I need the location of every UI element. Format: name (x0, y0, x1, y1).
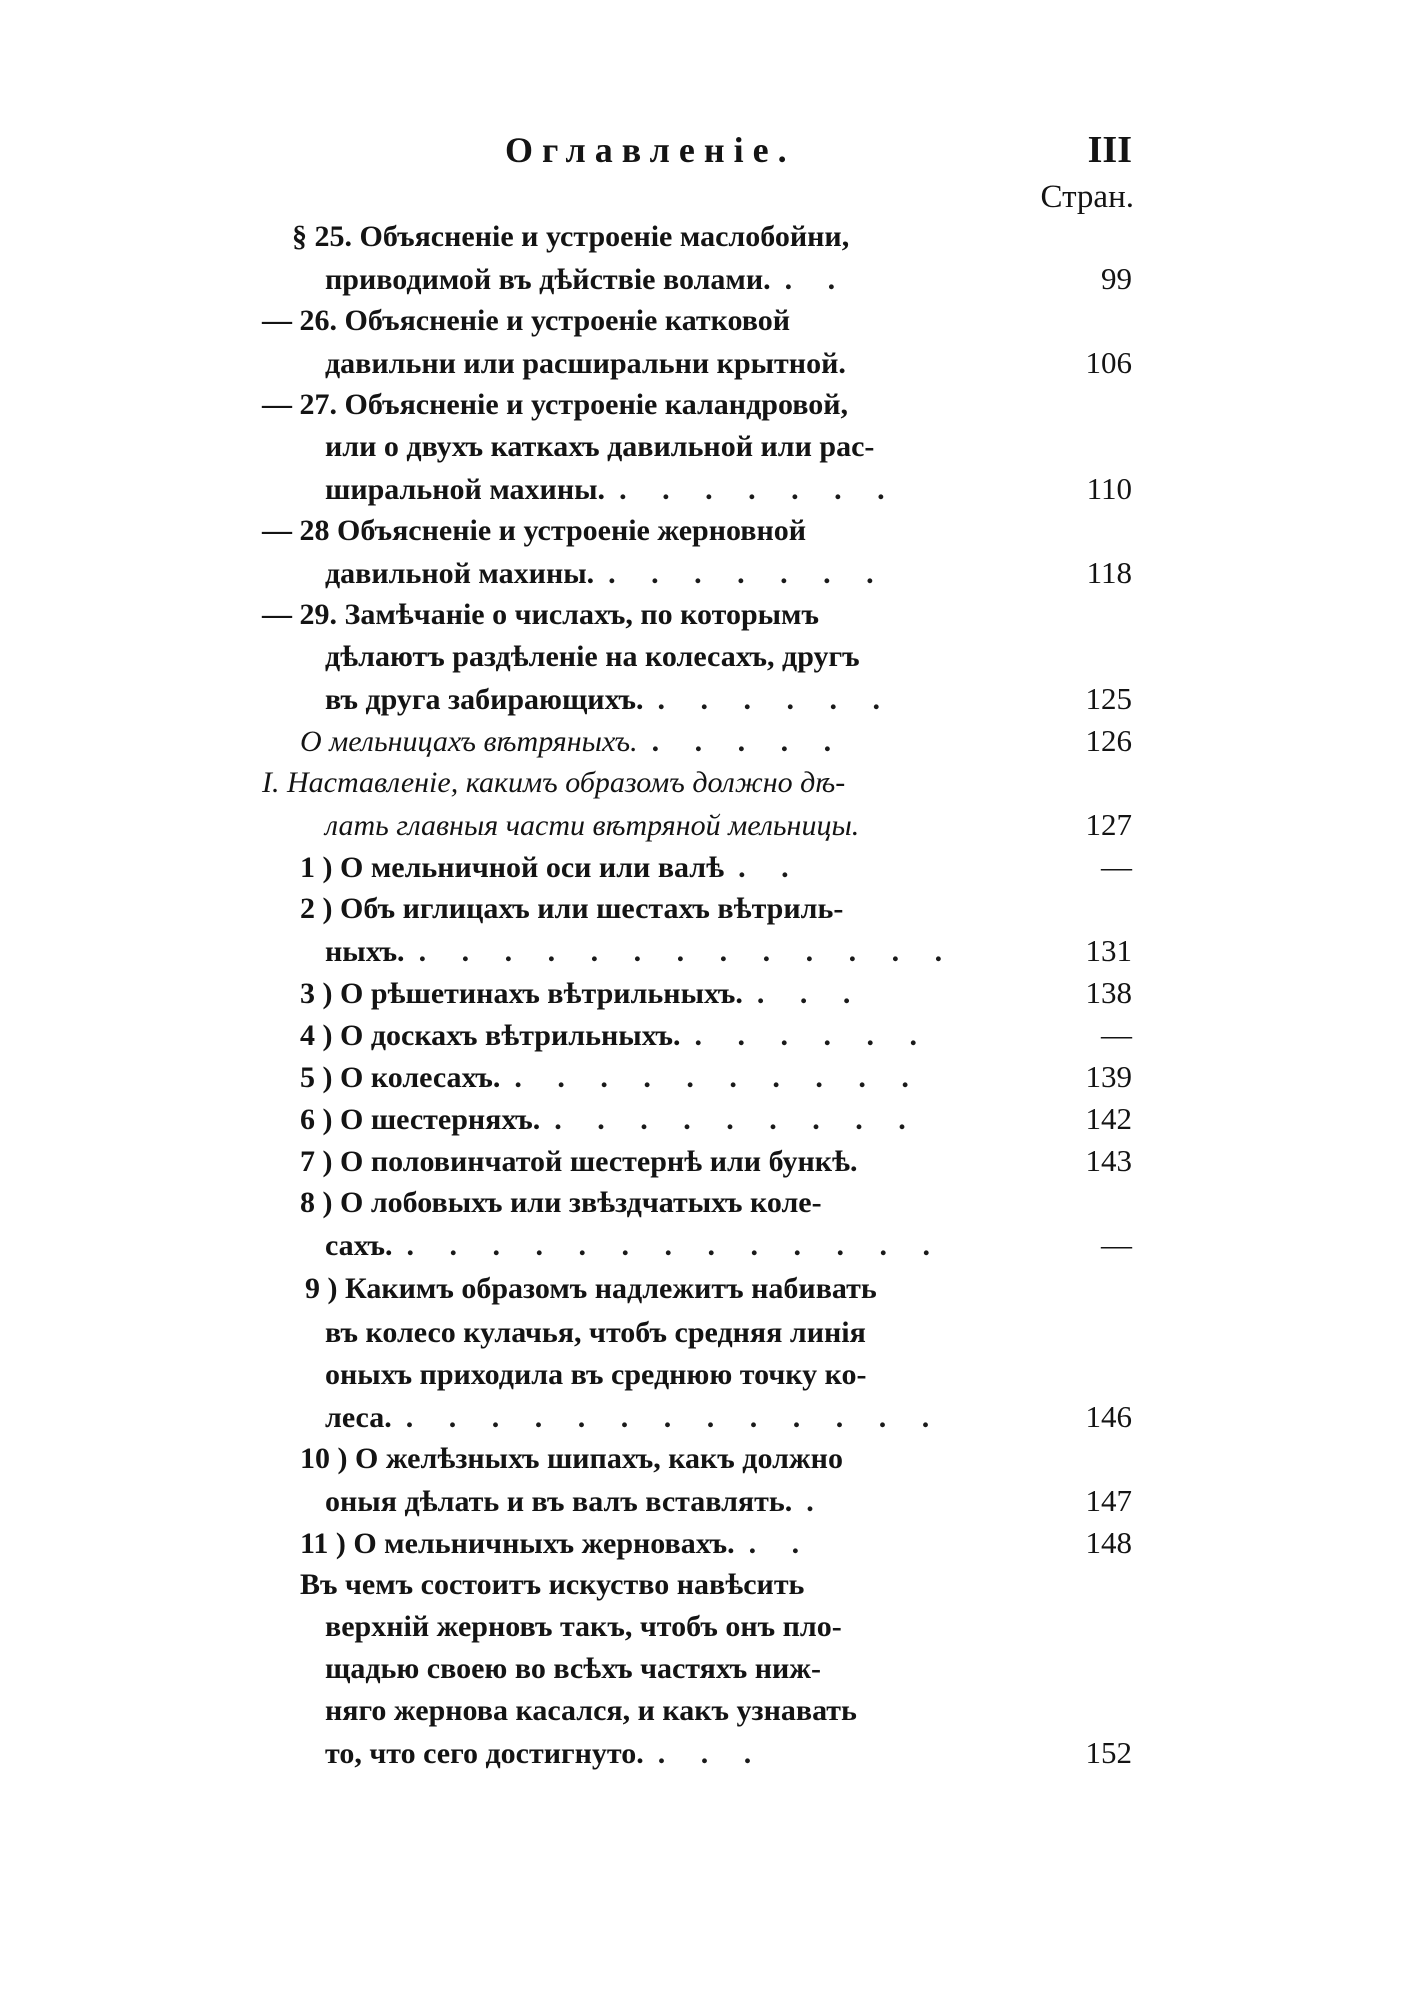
toc-page-number: 147 (1085, 1483, 1132, 1518)
toc-entry-text: оныхъ приходила въ среднюю точку ко- (325, 1358, 867, 1391)
toc-line (325, 804, 1132, 846)
toc-line (300, 1140, 1132, 1182)
toc-line (300, 888, 1132, 930)
toc-entry-text: — 29. Замѣчанiе о числахъ, по которымъ (262, 598, 819, 631)
toc-entry-text: въ колесо кулачья, чтобъ средняя линiя (325, 1316, 866, 1349)
toc-entry-text: § 25. Объясненiе и устроенiе маслобойни, (292, 220, 850, 253)
toc-entry-text: няго жернова касался, и какъ узнавать (325, 1694, 857, 1727)
toc-page-number: 131 (1085, 933, 1132, 968)
toc-page-number: — (1101, 849, 1132, 884)
toc-line (300, 1056, 1132, 1098)
toc-entry-text: 3 ) О рѣшетинахъ вѣтрильныхъ. (300, 977, 743, 1010)
toc-entry-text: 1 ) О мельничной оси или валѣ (300, 851, 725, 884)
toc-line (325, 1312, 1132, 1354)
toc-page-number: 148 (1085, 1525, 1132, 1560)
toc-page-number: 142 (1085, 1101, 1132, 1136)
toc-entry-text: ширальной махины. (325, 473, 606, 506)
toc-line (305, 1268, 1132, 1310)
toc-page-number: — (1101, 1227, 1132, 1262)
toc-entry-text: то, что сего достигнуто. (325, 1737, 644, 1770)
toc-page-number: 125 (1085, 681, 1132, 716)
toc-entry-text: 8 ) О лобовыхъ или звѣздчатыхъ коле- (300, 1186, 822, 1219)
toc-entry-text: 11 ) О мельничныхъ жерновахъ. (300, 1527, 735, 1560)
toc-entry-text: щадью своею во всѣхъ частяхъ ниж- (325, 1652, 822, 1685)
toc-line (325, 258, 1132, 300)
toc-leader-dots: . . . (756, 977, 865, 1010)
toc-line (325, 342, 1132, 384)
toc-entry-text: въ друга забирающихъ. (325, 683, 644, 716)
toc-entry-text: 4 ) О доскахъ вѣтрильныхъ. (300, 1019, 681, 1052)
toc-entry-text: — 26. Объясненiе и устроенiе катковой (262, 304, 791, 337)
page-folio: III (1087, 129, 1132, 171)
toc-leader-dots: . . . . . . . . . . . . . (418, 935, 957, 968)
toc-leader-dots: . . . . . . . . . . . . . (405, 1401, 944, 1434)
toc-entry-text: — 28 Объясненiе и устроенiе жерновной (262, 514, 807, 547)
toc-page-number: 99 (1101, 261, 1132, 296)
toc-page-number: 126 (1085, 723, 1132, 758)
toc-entry-text: 10 ) О желѣзныхъ шипахъ, какъ должно (300, 1442, 843, 1475)
toc-line (325, 552, 1132, 594)
toc-line (300, 1014, 1132, 1056)
toc-leader-dots: . . . . . . . (619, 473, 899, 506)
toc-line (300, 1564, 1132, 1606)
toc-line (300, 1098, 1132, 1140)
toc-entry-text: О мельницахъ вѣтряныхъ. (300, 725, 638, 758)
running-head (0, 124, 1404, 176)
toc-line (325, 930, 1132, 972)
toc-page-number: 110 (1086, 471, 1132, 506)
toc-leader-dots: . . . (657, 1737, 766, 1770)
toc-line (325, 468, 1132, 510)
toc-page-number: 127 (1085, 807, 1132, 842)
toc-entry-text: 9 ) Какимъ образомъ надлежитъ набивать (305, 1272, 877, 1305)
toc-line (325, 1396, 1132, 1438)
toc-leader-dots: . . . . . . . . . . (514, 1061, 923, 1094)
toc-entry-text: ныхъ. (325, 935, 405, 968)
toc-leader-dots: . . (784, 263, 850, 296)
toc-entry-text: давильной махины. (325, 557, 595, 590)
toc-line (325, 1224, 1132, 1266)
toc-entry-text: верхнiй жерновъ такъ, чтобъ онъ пло- (325, 1610, 842, 1643)
toc-leader-dots: . . (738, 851, 803, 884)
toc-line (325, 636, 1132, 678)
toc-line (300, 1438, 1132, 1480)
toc-line (325, 1732, 1132, 1774)
toc-entry-text: давильни или расширальни крытной. (325, 347, 846, 380)
toc-leader-dots: . . . . . . . . . . . . . (406, 1229, 945, 1262)
toc-line (292, 216, 1132, 258)
toc-entry-text: 7 ) О половинчатой шестернѣ или бункѣ. (300, 1145, 858, 1178)
toc-entry-text: приводимой въ дѣйствiе волами. (325, 263, 771, 296)
toc-line (262, 594, 1132, 636)
toc-entry-text: сахъ. (325, 1229, 393, 1262)
toc-line (300, 1522, 1132, 1564)
toc-line (262, 384, 1132, 426)
toc-line (300, 720, 1132, 762)
toc-entry-text: 6 ) О шестерняхъ. (300, 1103, 541, 1136)
toc-page-number: 146 (1085, 1399, 1132, 1434)
toc-line (262, 300, 1132, 342)
toc-entry-text: Въ чемъ состоитъ искуство навѣсить (300, 1568, 805, 1601)
toc-entry-text: I. Наставленiе, какимъ образомъ должно дѣ- (262, 766, 846, 799)
toc-entry-text: оныя дѣлать и въ валъ вставлять. (325, 1485, 793, 1518)
toc-page-number: 139 (1085, 1059, 1132, 1094)
toc-page-number: 152 (1085, 1735, 1132, 1770)
toc-line (300, 972, 1132, 1014)
toc-line (325, 1354, 1132, 1396)
toc-leader-dots: . . . . . . . (608, 557, 888, 590)
toc-leader-dots: . . (748, 1527, 814, 1560)
toc-line (300, 846, 1132, 888)
toc-line (325, 1690, 1132, 1732)
toc-entry-text: 2 ) Объ иглицахъ или шестахъ вѣтриль- (300, 892, 844, 925)
toc-entry-text: дѣлаютъ раздѣленiе на колесахъ, другъ (325, 640, 860, 673)
toc-entry-text: леса. (325, 1401, 392, 1434)
toc-page-number: — (1101, 1017, 1132, 1052)
toc-page-number: 118 (1086, 555, 1132, 590)
toc-page-number: 106 (1085, 345, 1132, 380)
toc-entry-text: или о двухъ каткахъ давильной или рас- (325, 430, 875, 463)
toc-entry-text: — 27. Объясненiе и устроенiе каландровой, (262, 388, 848, 421)
toc-line (325, 678, 1132, 720)
toc-line (325, 1648, 1132, 1690)
toc-page-number: 143 (1085, 1143, 1132, 1178)
toc-leader-dots: . . . . . . (657, 683, 894, 716)
toc-page-number: 138 (1085, 975, 1132, 1010)
toc-line (262, 510, 1132, 552)
toc-leader-dots: . (806, 1485, 828, 1518)
toc-line (325, 426, 1132, 468)
toc-line (300, 1182, 1132, 1224)
toc-entry-text: 5 ) О колесахъ. (300, 1061, 501, 1094)
toc-entry-text: лать главныя части вѣтряной мельницы. (325, 809, 860, 842)
toc-line (325, 1606, 1132, 1648)
toc-line (262, 762, 1132, 804)
toc-line (325, 1480, 1132, 1522)
toc-leader-dots: . . . . . . (694, 1019, 932, 1052)
page-column-label: Стран. (1040, 179, 1134, 215)
page-title: Оглавленiе. (505, 130, 796, 170)
toc-leader-dots: . . . . . . . . . (554, 1103, 920, 1136)
toc-leader-dots: . . . . . (651, 725, 846, 758)
